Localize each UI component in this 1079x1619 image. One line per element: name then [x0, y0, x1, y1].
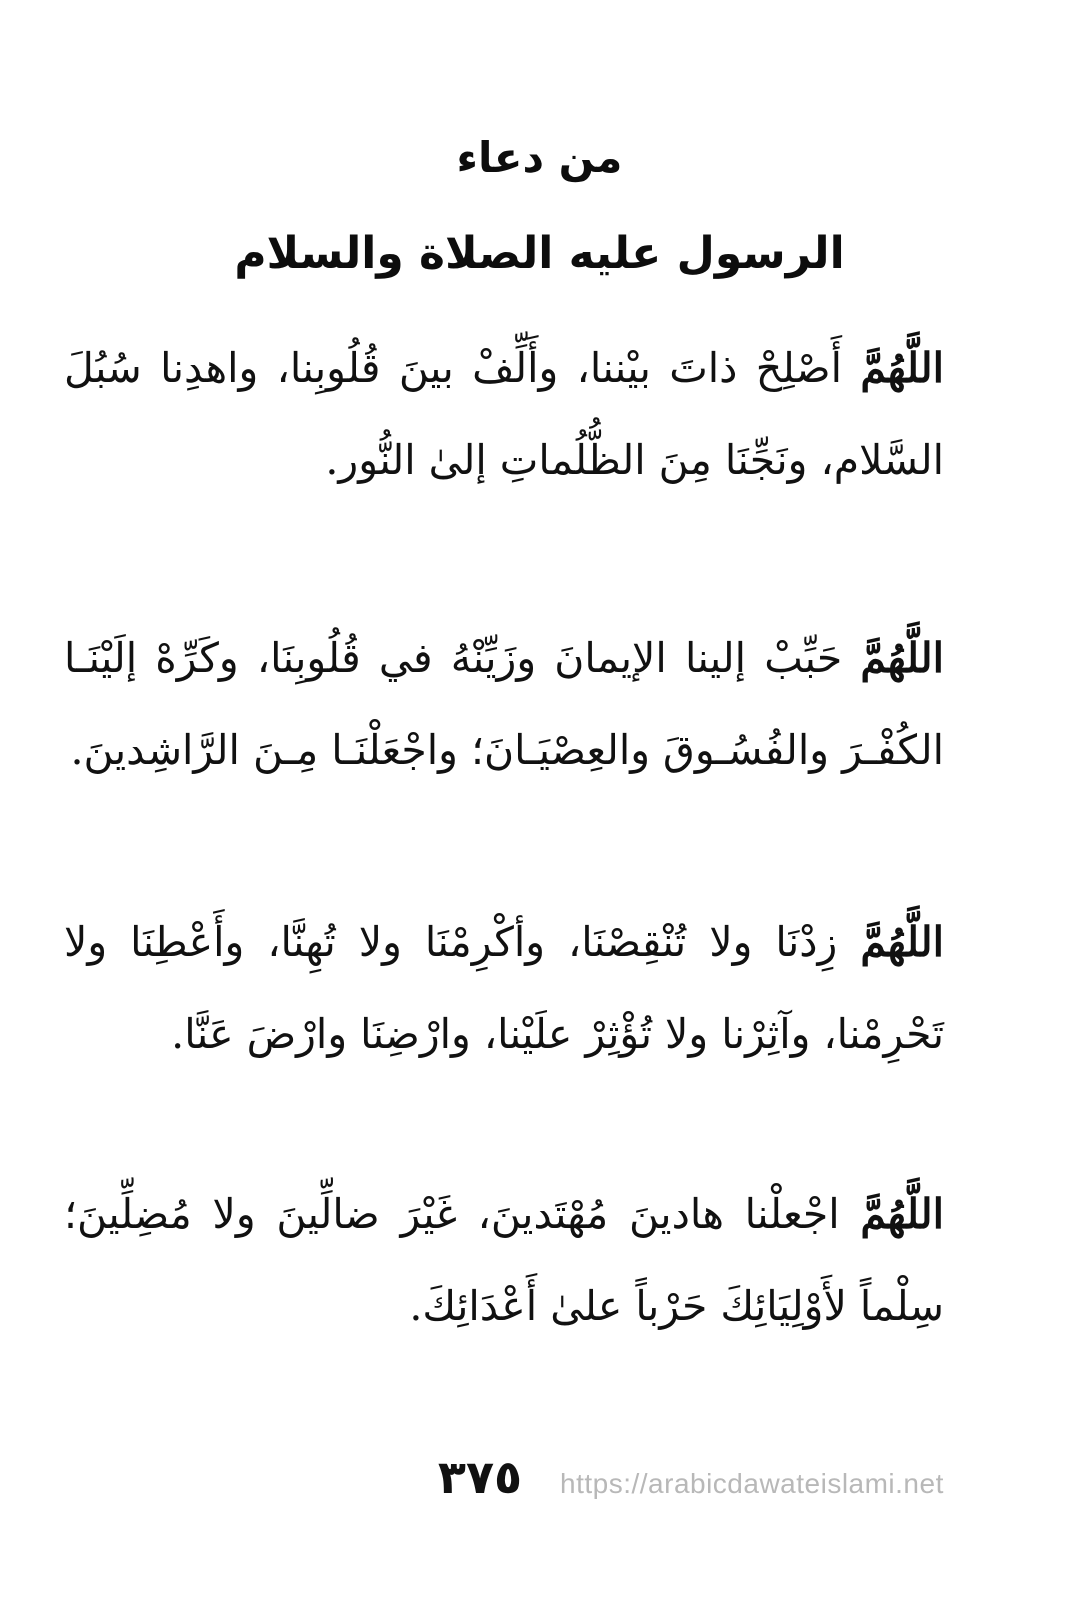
dua-paragraph-1: [64, 322, 944, 506]
dua-opener: اللَّهُمَّ: [860, 344, 944, 392]
page-number: ٣٧٥: [437, 1450, 523, 1504]
watermark-url: https://arabicdawateislami.net: [560, 1468, 944, 1499]
dua-opener: اللَّهُمَّ: [860, 918, 944, 966]
dua-text: حَبِّبْ إلينا الإيمانَ وزَيِّنْهُ في قُلُوبِنَا، وكَرِّهْ إلَيْنَـا الكُفْـرَ والفُسُـوقَ والعِصْيَـانَ؛ واجْعَلْنَـا مِـنَ الرَّاشِدينَ.: [64, 634, 944, 774]
dua-paragraph-4: [64, 1168, 944, 1352]
dua-text: اجْعلْنا هادينَ مُهْتَدينَ، غَيْرَ ضالِّينَ ولا مُضِلِّينَ؛ سِلْماً لأَوْلِيَائِكَ حَرْباً علىٰ أَعْدَائِكَ.: [64, 1190, 944, 1330]
dua-opener: اللَّهُمَّ: [860, 634, 944, 682]
section-heading-line-1: من دعاء: [456, 133, 623, 182]
dua-text: أَصْلِحْ ذاتَ بيْننا، وأَلِّفْ بينَ قُلُوبِنا، واهدِنا سُبُلَ السَّلام، ونَجِّنَا مِنَ الظُّلُماتِ إلىٰ النُّور.: [64, 344, 944, 484]
dua-text: زِدْنَا ولا تُنْقِصْنَا، وأكْرِمْنَا ولا تُهِنَّا، وأَعْطِنَا ولا تَحْرِمْنا، وآثِرْنا ولا تُؤْثِرْ علَيْنا، وارْضِنَا وارْضَ عَنَّا.: [64, 918, 944, 1058]
dua-paragraph-2: [64, 612, 944, 796]
dua-opener: اللَّهُمَّ: [860, 1190, 945, 1238]
dua-paragraph-3: [64, 896, 944, 1080]
section-heading-line-2: الرسول عليه الصلاة والسلام: [234, 228, 845, 279]
